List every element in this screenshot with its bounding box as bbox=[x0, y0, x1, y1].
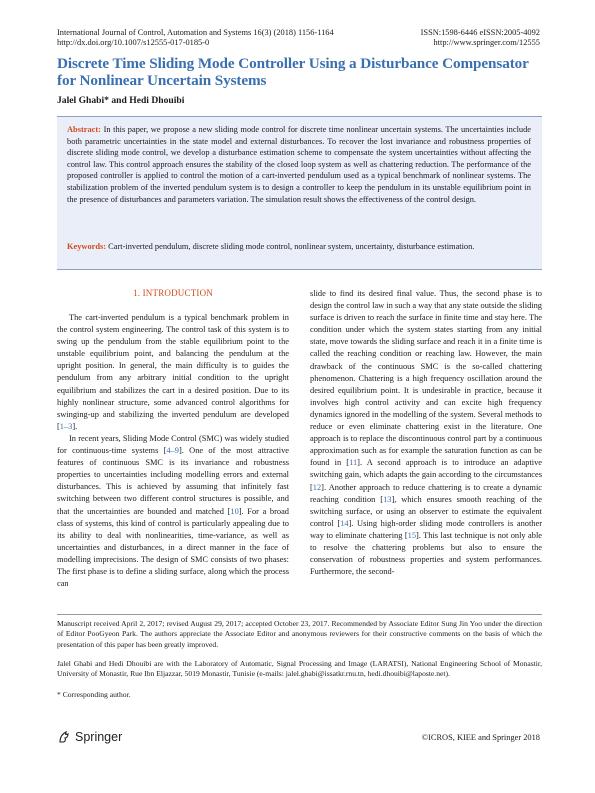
paragraph bbox=[57, 312, 289, 433]
text-run: ]. For a broad class of systems, this kind of control is particularly appealing due to its ability to deal with nonlinearities, time-variance, as well as uncertainties and disturbances, in a direct manner in the face of modelling imprecisions. The design of SMC consists of two phases: The first phase is to define a sliding surface, along which the process can bbox=[57, 506, 289, 589]
text-run: ], which ensures smooth reaching of the switching surface, or using an observer to estimate the equivalent control [ bbox=[310, 494, 542, 528]
keywords-text: Cart-inverted pendulum, discrete sliding mode control, nonlinear system, uncertainty, disturbance estimation. bbox=[108, 242, 475, 251]
authors: Jalel Ghabi* and Hedi Dhouibi bbox=[57, 95, 185, 106]
text-run: The cart-inverted pendulum is a typical benchmark problem in the control system engineering. The control task of this system is to swing up the pendulum from the stable equilibrium point to the unstable equilibrium point, and balancing the pendulum at the upright position. In general, the main difficulty is to guides the pendulum from any arbitrary initial condition to the upright equilibrium and stabilizes the cart in a desired position. Due to its highly nonlinear structure, some advanced control algorithms for swinging-up and stabilizing the inverted pendulum are developed [ bbox=[57, 313, 289, 431]
issn-text: ISSN:1598-6446 eISSN:2005-4092 bbox=[420, 28, 540, 37]
citation-link[interactable]: 12 bbox=[312, 482, 322, 492]
corresponding-author-note: * Corresponding author. bbox=[57, 690, 131, 699]
text-run: ]. bbox=[72, 421, 78, 431]
text-run: ]. A second approach is to introduce an adaptive switching gain, which adapts the gain according to the circumstances [ bbox=[310, 458, 543, 492]
copyright: ©ICROS, KIEE and Springer 2018 bbox=[421, 733, 540, 742]
springer-logo bbox=[57, 730, 122, 744]
springer-logo-text: Springer bbox=[75, 730, 123, 744]
abstract-label: Abstract: bbox=[67, 125, 101, 134]
issn-header bbox=[421, 28, 540, 48]
text-run: slide to find its desired final value. Thus, the second phase is to design the control law in such a way that any state outside the sliding surface is driven to reach the surface in finite time and stay here. The condition under which the system states starting from any initial state, move towards the sliding surface and reach it in a finite time is called the reaching condition or reaching law. However, the main drawback of the continuous SMC is the so-called chattering phenomenon. Chattering is a high frequency oscillation around the desired equilibrium point. It is undesirable in practice, because it involves high control activity and can excite high frequency dynamics ignored in the modelling of the system. Several methods to reduce or even eliminate chattering exist in the literature. One approach is to replace the discontinuous control part by a continuous approximation such as for example the saturation function as can be found in [ bbox=[310, 289, 542, 468]
citation-link[interactable]: 13 bbox=[383, 494, 392, 504]
text-run: ]. This last technique is not only able to resolve the chattering problems but also to ensure the conservation of robustness properties and system performances. Furthermore, the second- bbox=[310, 530, 542, 577]
paragraph bbox=[57, 433, 289, 590]
citation-link[interactable]: 15 bbox=[407, 530, 417, 540]
citation-link[interactable]: 10 bbox=[230, 506, 239, 516]
right-column bbox=[310, 288, 542, 578]
springer-url[interactable]: http://www.springer.com/12555 bbox=[433, 38, 540, 48]
text-run: In recent years, Sliding Mode Control (SMC) was widely studied for continuous-time systems [ bbox=[57, 433, 289, 456]
citation-link[interactable]: 11 bbox=[349, 458, 358, 468]
journal-citation: International Journal of Control, Automation and Systems 16(3) (2018) 1156-1164 bbox=[57, 28, 334, 37]
abstract-text: In this paper, we propose a new sliding mode control for discrete time nonlinear uncertain systems. The uncertainties include both parametric uncertainties in the state model and external disturbances. To recover the lost invariance and robustness properties of discrete sliding mode control, we develop a disturbance estimation scheme to compensate the system uncertainties without affecting the control law. This control approach ensures the stability of the closed loop system as well as chattering reduction. The performance of the proposed controller is applied to control the motion of a cart-inverted pendulum used as a typical benchmark of nonlinear systems. The stabilization problem of the inverted pendulum system is to design a controller to keep the pendulum in its unstable equilibrium point in the presence of disturbances and parameters variation. The simulation result shows the effectiveness of the control design. bbox=[67, 125, 532, 204]
section-heading: 1. INTRODUCTION bbox=[133, 288, 213, 298]
springer-horse-icon bbox=[57, 730, 71, 744]
keywords bbox=[67, 241, 531, 253]
footnote-divider bbox=[57, 614, 542, 615]
text-run: ]. Another approach to reduce chattering is to create a dynamic reaching condition [ bbox=[310, 482, 542, 504]
citation-link[interactable]: 14 bbox=[340, 518, 349, 528]
citation-link[interactable]: 1–3 bbox=[59, 421, 73, 431]
paper-title: Discrete Time Sliding Mode Controller Using a Disturbance Compensator for Nonlinear Uncertain Systems bbox=[57, 55, 529, 89]
affiliation-note: Jalel Ghabi and Hedi Dhouibi are with the Laboratory of Automatic, Signal Processing and Image (LARATSI), National Engineering School of Monastir, University of Monastir, Rue Ibn Eljazzar, 5019 Monastir, Tunisie (e-mails: jalel.ghabi@issatkr.rnu.tn, hedi.dhouibi@laposte.net). bbox=[57, 659, 542, 679]
citation-link[interactable]: 4–9 bbox=[166, 446, 179, 456]
manuscript-note: Manuscript received April 2, 2017; revised August 29, 2017; accepted October 23, 2017. Recommended by Associate Editor Sung Jin Yoo under the direction of Editor PooGyeon Park. The authors appreciate the Associate Editor and anonymous reviewers for their constructive comments on the basis of which the presentation of this paper has been greatly improved. bbox=[57, 619, 542, 649]
left-column bbox=[57, 312, 289, 590]
paragraph bbox=[310, 288, 542, 578]
doi-link[interactable]: http://dx.doi.org/10.1007/s12555-017-0185-0 bbox=[57, 38, 210, 48]
journal-header bbox=[57, 28, 334, 48]
text-run: ]. One of the most attractive features of continuous SMC is its invariance and robustness properties to uncertainties including modelling errors and external disturbances. This is achieved by assuming that infinitely fast switching between two different control structures is possible, and that the uncertainties are bounded and matched [ bbox=[57, 446, 289, 516]
keywords-label: Keywords: bbox=[67, 242, 107, 251]
text-run: ]. Using high-order sliding mode controllers is another way to eliminate chattering [ bbox=[310, 518, 542, 540]
abstract bbox=[67, 124, 531, 205]
